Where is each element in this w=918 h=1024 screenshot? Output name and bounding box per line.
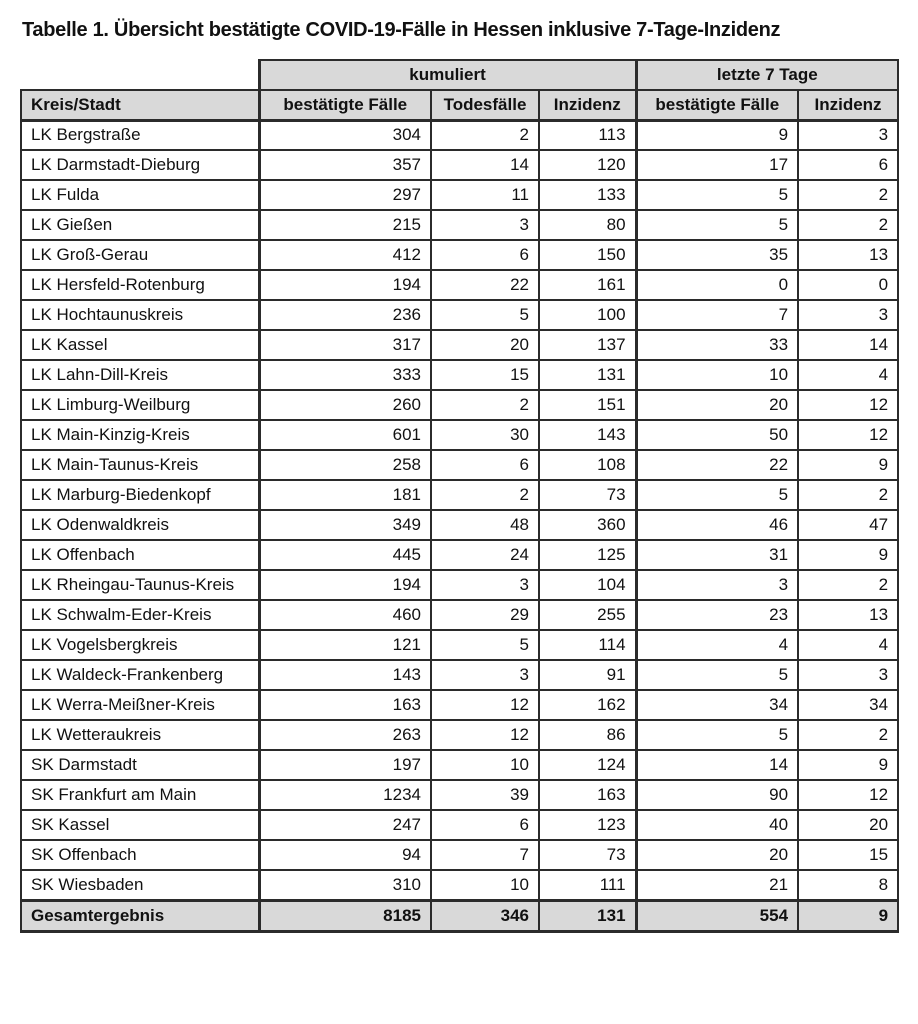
table-title: Tabelle 1. Übersicht bestätigte COVID-19-Fälle in Hessen inklusive 7-Tage-Inzidenz bbox=[22, 19, 781, 41]
value-cell: 15 bbox=[798, 840, 898, 870]
value-cell: 1234 bbox=[259, 780, 431, 810]
kreis-stadt-cell: LK Main-Kinzig-Kreis bbox=[21, 420, 259, 450]
value-cell: 121 bbox=[259, 630, 431, 660]
value-cell: 40 bbox=[636, 810, 798, 840]
table-row bbox=[21, 390, 898, 420]
corner-spacer bbox=[21, 60, 259, 90]
table-row bbox=[21, 720, 898, 750]
value-cell: 554 bbox=[636, 900, 798, 931]
value-cell: 50 bbox=[636, 420, 798, 450]
table-row bbox=[21, 600, 898, 630]
kreis-stadt-cell: LK Wetteraukreis bbox=[21, 720, 259, 750]
column-header-row bbox=[21, 90, 898, 120]
value-cell: 34 bbox=[636, 690, 798, 720]
value-cell: 120 bbox=[539, 150, 636, 180]
kreis-stadt-cell: LK Odenwaldkreis bbox=[21, 510, 259, 540]
value-cell: 215 bbox=[259, 210, 431, 240]
table-row bbox=[21, 420, 898, 450]
column-header-inzidenz-kumuliert: Inzidenz bbox=[539, 90, 636, 120]
value-cell: 100 bbox=[539, 300, 636, 330]
value-cell: 5 bbox=[636, 720, 798, 750]
table-row bbox=[21, 120, 898, 150]
value-cell: 13 bbox=[798, 240, 898, 270]
covid-cases-table bbox=[20, 59, 899, 933]
value-cell: 2 bbox=[798, 210, 898, 240]
value-cell: 20 bbox=[636, 390, 798, 420]
value-cell: 143 bbox=[539, 420, 636, 450]
value-cell: 5 bbox=[636, 180, 798, 210]
table-row bbox=[21, 840, 898, 870]
value-cell: 297 bbox=[259, 180, 431, 210]
value-cell: 114 bbox=[539, 630, 636, 660]
value-cell: 9 bbox=[798, 540, 898, 570]
kreis-stadt-cell: LK Limburg-Weilburg bbox=[21, 390, 259, 420]
value-cell: 9 bbox=[798, 450, 898, 480]
value-cell: 3 bbox=[798, 300, 898, 330]
value-cell: 258 bbox=[259, 450, 431, 480]
value-cell: 6 bbox=[431, 450, 539, 480]
value-cell: 5 bbox=[636, 660, 798, 690]
kreis-stadt-cell: SK Darmstadt bbox=[21, 750, 259, 780]
value-cell: 123 bbox=[539, 810, 636, 840]
column-header-bestaetigte-faelle-kumuliert: bestätigte Fälle bbox=[259, 90, 431, 120]
kreis-stadt-cell: LK Vogelsbergkreis bbox=[21, 630, 259, 660]
value-cell: 24 bbox=[431, 540, 539, 570]
value-cell: 15 bbox=[431, 360, 539, 390]
value-cell: 108 bbox=[539, 450, 636, 480]
value-cell: 346 bbox=[431, 900, 539, 931]
value-cell: 3 bbox=[431, 210, 539, 240]
value-cell: 86 bbox=[539, 720, 636, 750]
table-row bbox=[21, 750, 898, 780]
value-cell: 4 bbox=[798, 630, 898, 660]
value-cell: 9 bbox=[636, 120, 798, 150]
table-row bbox=[21, 510, 898, 540]
value-cell: 14 bbox=[798, 330, 898, 360]
value-cell: 35 bbox=[636, 240, 798, 270]
value-cell: 263 bbox=[259, 720, 431, 750]
value-cell: 91 bbox=[539, 660, 636, 690]
value-cell: 10 bbox=[431, 750, 539, 780]
value-cell: 163 bbox=[539, 780, 636, 810]
value-cell: 29 bbox=[431, 600, 539, 630]
value-cell: 333 bbox=[259, 360, 431, 390]
value-cell: 6 bbox=[798, 150, 898, 180]
kreis-stadt-cell: LK Gießen bbox=[21, 210, 259, 240]
value-cell: 2 bbox=[798, 480, 898, 510]
value-cell: 601 bbox=[259, 420, 431, 450]
value-cell: 80 bbox=[539, 210, 636, 240]
value-cell: 34 bbox=[798, 690, 898, 720]
value-cell: 12 bbox=[431, 720, 539, 750]
value-cell: 5 bbox=[431, 300, 539, 330]
kreis-stadt-cell: LK Waldeck-Frankenberg bbox=[21, 660, 259, 690]
table-row bbox=[21, 480, 898, 510]
value-cell: 4 bbox=[798, 360, 898, 390]
value-cell: 2 bbox=[431, 480, 539, 510]
value-cell: 194 bbox=[259, 270, 431, 300]
value-cell: 46 bbox=[636, 510, 798, 540]
kreis-stadt-cell: LK Darmstadt-Dieburg bbox=[21, 150, 259, 180]
kreis-stadt-cell: SK Offenbach bbox=[21, 840, 259, 870]
value-cell: 11 bbox=[431, 180, 539, 210]
value-cell: 163 bbox=[259, 690, 431, 720]
value-cell: 349 bbox=[259, 510, 431, 540]
value-cell: 14 bbox=[431, 150, 539, 180]
kreis-stadt-cell: LK Groß-Gerau bbox=[21, 240, 259, 270]
value-cell: 5 bbox=[636, 480, 798, 510]
value-cell: 2 bbox=[431, 120, 539, 150]
value-cell: 13 bbox=[798, 600, 898, 630]
value-cell: 5 bbox=[431, 630, 539, 660]
value-cell: 73 bbox=[539, 480, 636, 510]
value-cell: 104 bbox=[539, 570, 636, 600]
value-cell: 260 bbox=[259, 390, 431, 420]
table-row bbox=[21, 630, 898, 660]
value-cell: 10 bbox=[636, 360, 798, 390]
value-cell: 5 bbox=[636, 210, 798, 240]
total-row bbox=[21, 900, 898, 931]
value-cell: 197 bbox=[259, 750, 431, 780]
group-header-row bbox=[21, 60, 898, 90]
value-cell: 460 bbox=[259, 600, 431, 630]
value-cell: 3 bbox=[431, 570, 539, 600]
value-cell: 9 bbox=[798, 750, 898, 780]
value-cell: 20 bbox=[431, 330, 539, 360]
value-cell: 3 bbox=[431, 660, 539, 690]
table-row bbox=[21, 870, 898, 900]
kreis-stadt-cell: SK Wiesbaden bbox=[21, 870, 259, 900]
table-row bbox=[21, 180, 898, 210]
value-cell: 12 bbox=[798, 420, 898, 450]
value-cell: 131 bbox=[539, 900, 636, 931]
table-row bbox=[21, 570, 898, 600]
table-row bbox=[21, 300, 898, 330]
value-cell: 236 bbox=[259, 300, 431, 330]
value-cell: 8 bbox=[798, 870, 898, 900]
value-cell: 181 bbox=[259, 480, 431, 510]
value-cell: 304 bbox=[259, 120, 431, 150]
value-cell: 0 bbox=[636, 270, 798, 300]
value-cell: 10 bbox=[431, 870, 539, 900]
value-cell: 20 bbox=[636, 840, 798, 870]
kreis-stadt-cell: LK Hersfeld-Rotenburg bbox=[21, 270, 259, 300]
value-cell: 255 bbox=[539, 600, 636, 630]
kreis-stadt-cell: LK Marburg-Biedenkopf bbox=[21, 480, 259, 510]
value-cell: 22 bbox=[636, 450, 798, 480]
value-cell: 2 bbox=[798, 180, 898, 210]
value-cell: 12 bbox=[431, 690, 539, 720]
value-cell: 125 bbox=[539, 540, 636, 570]
value-cell: 2 bbox=[798, 720, 898, 750]
value-cell: 3 bbox=[636, 570, 798, 600]
value-cell: 8185 bbox=[259, 900, 431, 931]
kreis-stadt-cell: SK Frankfurt am Main bbox=[21, 780, 259, 810]
kreis-stadt-cell: LK Fulda bbox=[21, 180, 259, 210]
value-cell: 94 bbox=[259, 840, 431, 870]
kreis-stadt-cell: SK Kassel bbox=[21, 810, 259, 840]
table-row bbox=[21, 270, 898, 300]
value-cell: 21 bbox=[636, 870, 798, 900]
kreis-stadt-cell: LK Main-Taunus-Kreis bbox=[21, 450, 259, 480]
value-cell: 22 bbox=[431, 270, 539, 300]
value-cell: 4 bbox=[636, 630, 798, 660]
value-cell: 111 bbox=[539, 870, 636, 900]
value-cell: 124 bbox=[539, 750, 636, 780]
value-cell: 48 bbox=[431, 510, 539, 540]
value-cell: 317 bbox=[259, 330, 431, 360]
kreis-stadt-cell: LK Hochtaunuskreis bbox=[21, 300, 259, 330]
kreis-stadt-cell: LK Bergstraße bbox=[21, 120, 259, 150]
value-cell: 6 bbox=[431, 810, 539, 840]
value-cell: 6 bbox=[431, 240, 539, 270]
value-cell: 31 bbox=[636, 540, 798, 570]
value-cell: 12 bbox=[798, 780, 898, 810]
column-header-bestaetigte-faelle-7-tage: bestätigte Fälle bbox=[636, 90, 798, 120]
value-cell: 39 bbox=[431, 780, 539, 810]
column-header-kreis-stadt: Kreis/Stadt bbox=[21, 90, 259, 120]
value-cell: 30 bbox=[431, 420, 539, 450]
value-cell: 131 bbox=[539, 360, 636, 390]
table-row bbox=[21, 540, 898, 570]
value-cell: 7 bbox=[636, 300, 798, 330]
value-cell: 310 bbox=[259, 870, 431, 900]
value-cell: 412 bbox=[259, 240, 431, 270]
column-header-todesfaelle: Todesfälle bbox=[431, 90, 539, 120]
value-cell: 9 bbox=[798, 900, 898, 931]
table-row bbox=[21, 360, 898, 390]
value-cell: 247 bbox=[259, 810, 431, 840]
value-cell: 7 bbox=[431, 840, 539, 870]
value-cell: 143 bbox=[259, 660, 431, 690]
table-body bbox=[21, 120, 898, 931]
value-cell: 150 bbox=[539, 240, 636, 270]
group-header-letzte-7-tage: letzte 7 Tage bbox=[636, 60, 898, 90]
value-cell: 20 bbox=[798, 810, 898, 840]
group-header-kumuliert: kumuliert bbox=[259, 60, 636, 90]
value-cell: 73 bbox=[539, 840, 636, 870]
table-row bbox=[21, 660, 898, 690]
value-cell: 33 bbox=[636, 330, 798, 360]
value-cell: 90 bbox=[636, 780, 798, 810]
value-cell: 113 bbox=[539, 120, 636, 150]
table-row bbox=[21, 810, 898, 840]
kreis-stadt-cell: LK Kassel bbox=[21, 330, 259, 360]
value-cell: 357 bbox=[259, 150, 431, 180]
kreis-stadt-cell: LK Offenbach bbox=[21, 540, 259, 570]
value-cell: 14 bbox=[636, 750, 798, 780]
table-row bbox=[21, 330, 898, 360]
table-row bbox=[21, 210, 898, 240]
value-cell: 137 bbox=[539, 330, 636, 360]
value-cell: 3 bbox=[798, 120, 898, 150]
value-cell: 161 bbox=[539, 270, 636, 300]
value-cell: 133 bbox=[539, 180, 636, 210]
value-cell: 2 bbox=[431, 390, 539, 420]
kreis-stadt-cell: LK Schwalm-Eder-Kreis bbox=[21, 600, 259, 630]
kreis-stadt-cell: LK Werra-Meißner-Kreis bbox=[21, 690, 259, 720]
value-cell: 151 bbox=[539, 390, 636, 420]
table-row bbox=[21, 240, 898, 270]
value-cell: 23 bbox=[636, 600, 798, 630]
table-row bbox=[21, 450, 898, 480]
value-cell: 445 bbox=[259, 540, 431, 570]
value-cell: 12 bbox=[798, 390, 898, 420]
column-header-inzidenz-7-tage: Inzidenz bbox=[798, 90, 898, 120]
table-row bbox=[21, 780, 898, 810]
value-cell: 17 bbox=[636, 150, 798, 180]
value-cell: 360 bbox=[539, 510, 636, 540]
value-cell: 2 bbox=[798, 570, 898, 600]
value-cell: 0 bbox=[798, 270, 898, 300]
value-cell: 194 bbox=[259, 570, 431, 600]
value-cell: 162 bbox=[539, 690, 636, 720]
kreis-stadt-cell: LK Lahn-Dill-Kreis bbox=[21, 360, 259, 390]
table-row bbox=[21, 150, 898, 180]
table-row bbox=[21, 690, 898, 720]
value-cell: 3 bbox=[798, 660, 898, 690]
total-label-cell: Gesamtergebnis bbox=[21, 900, 259, 931]
kreis-stadt-cell: LK Rheingau-Taunus-Kreis bbox=[21, 570, 259, 600]
value-cell: 47 bbox=[798, 510, 898, 540]
